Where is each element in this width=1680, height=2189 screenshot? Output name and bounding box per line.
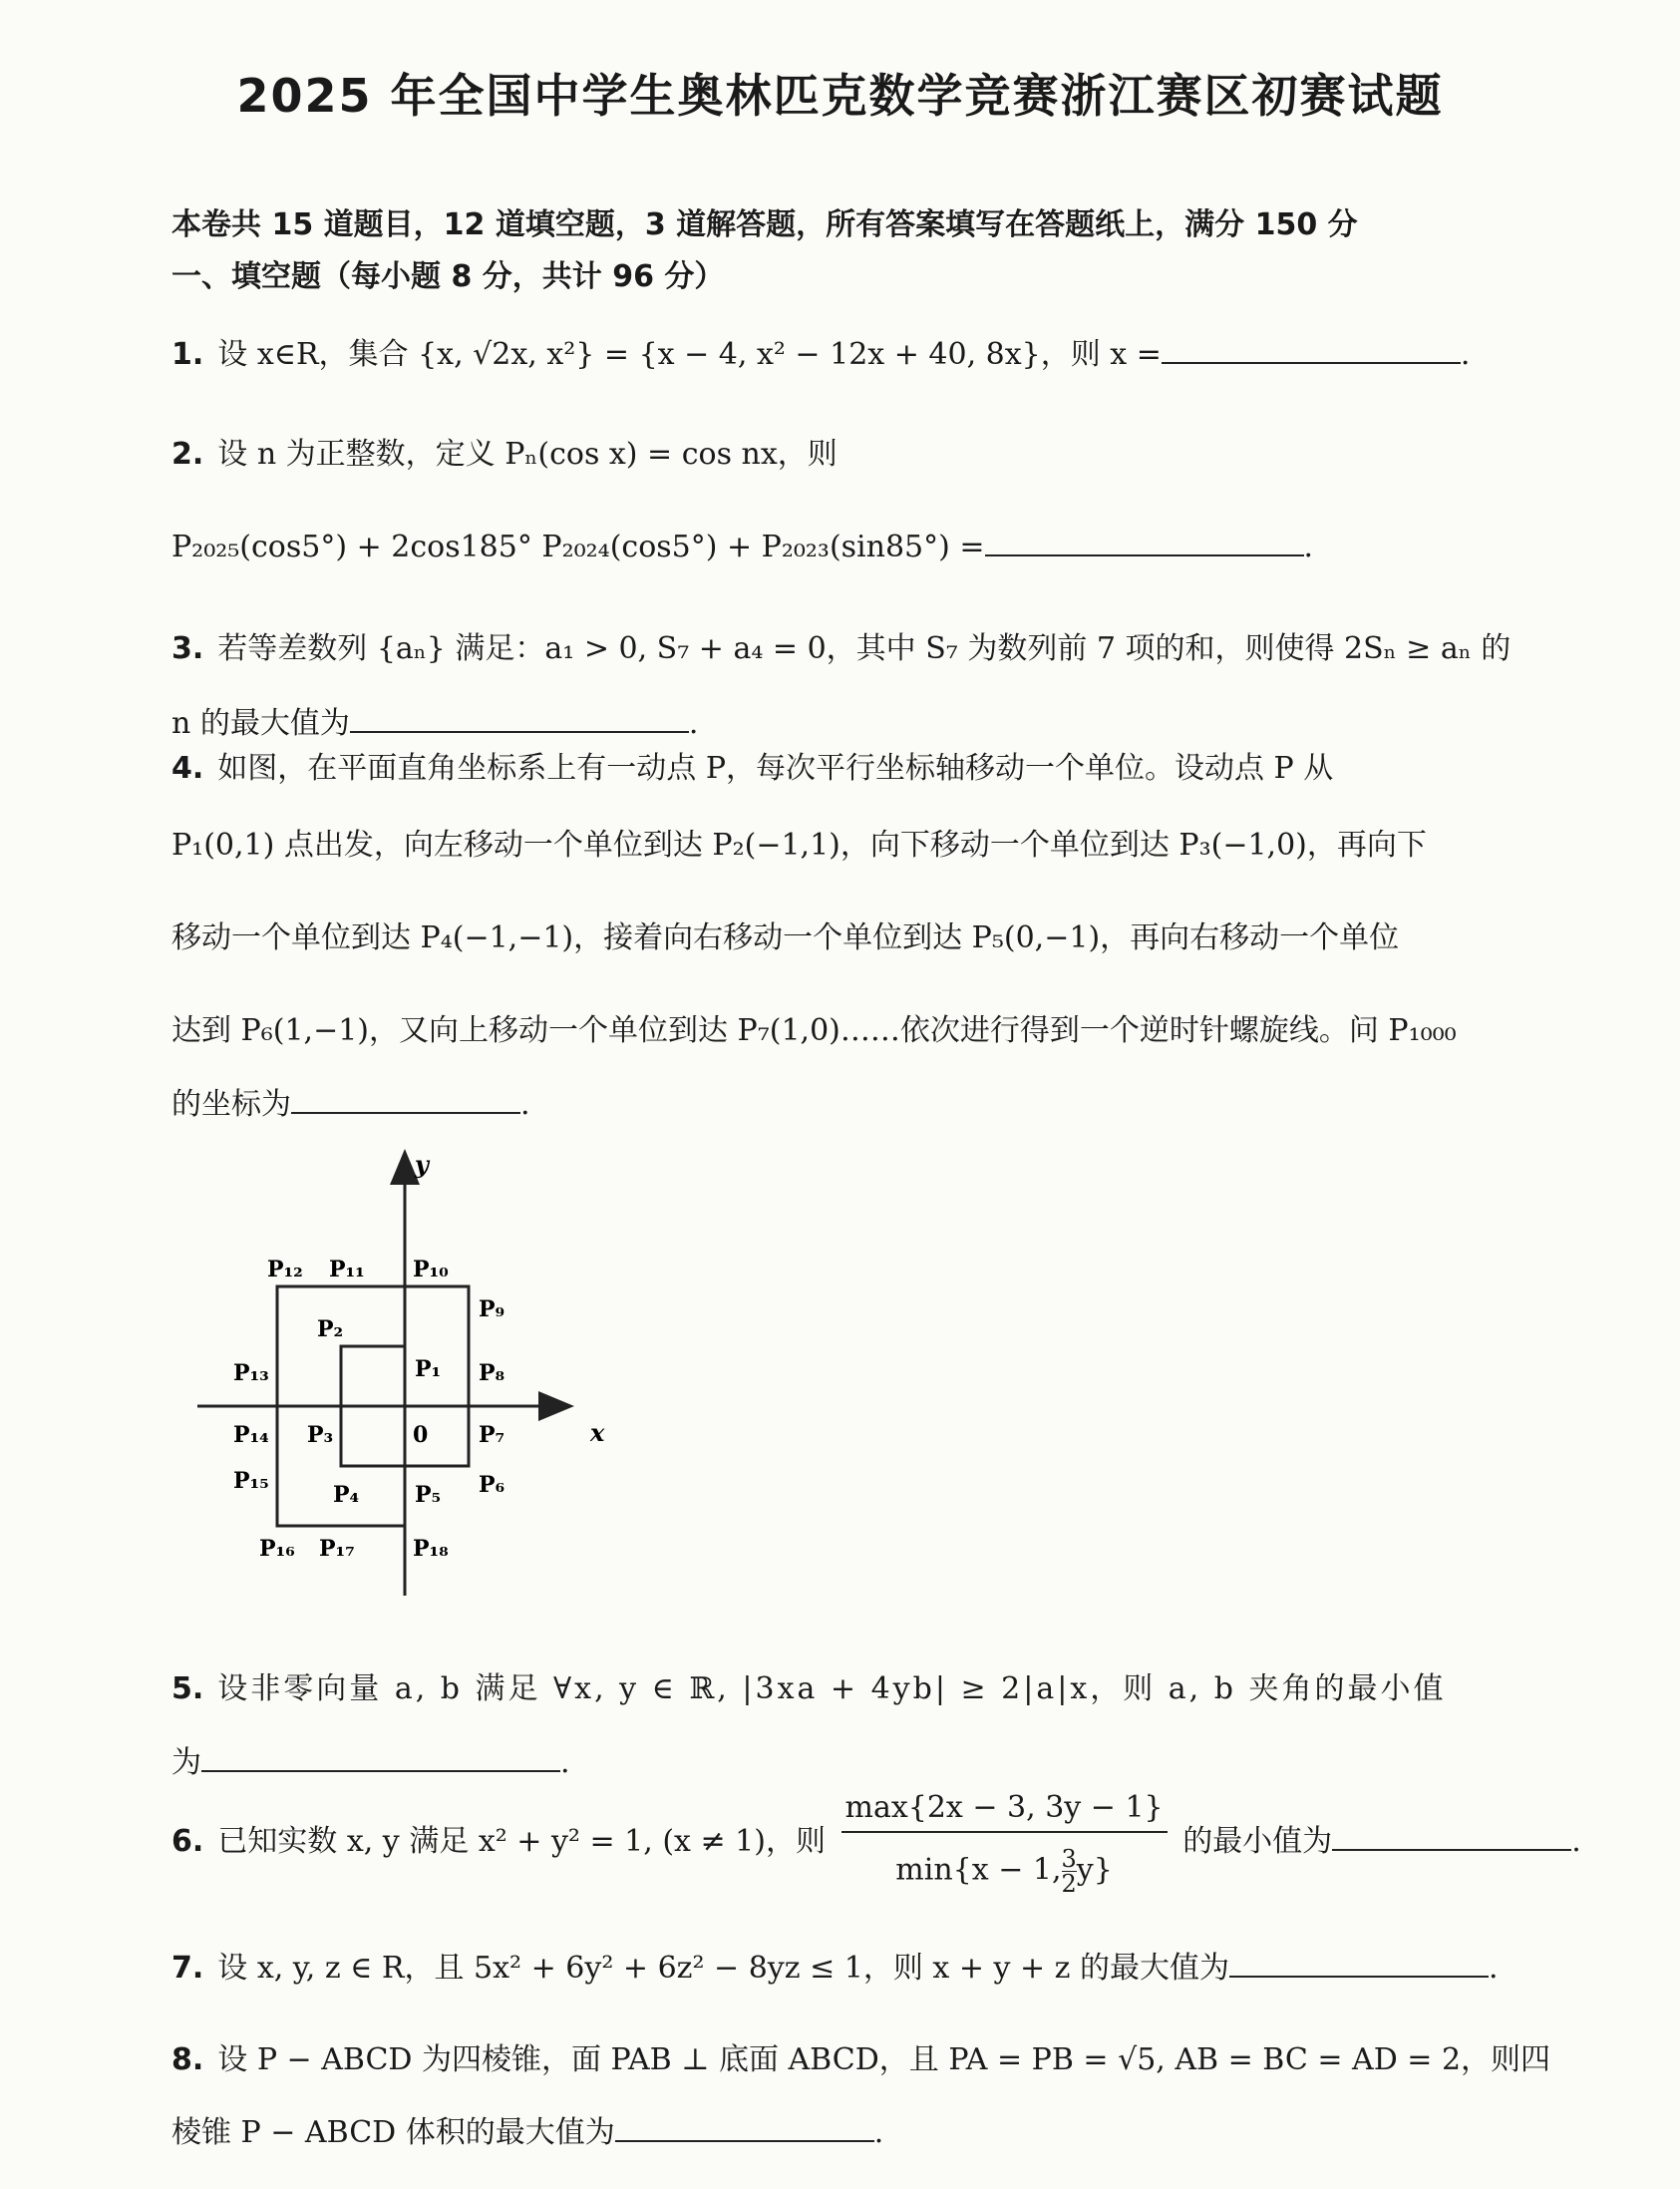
question-5-line2 (171, 1737, 570, 1781)
answer-blank[interactable] (1332, 1823, 1571, 1851)
period: . (1571, 1824, 1581, 1859)
question-2-formula (171, 529, 1313, 564)
question-4-line4: 达到 P₆(1,−1)，又向上移动一个单位到达 P₇(1,0)……依次进行得到一个逆时针螺旋线。问 P₁₀₀₀ (171, 1013, 1457, 1048)
three-halves (1062, 1847, 1077, 1896)
section-heading: 一、填空题（每小题 8 分，共计 96 分） (171, 259, 725, 294)
x-axis-label: x (590, 1418, 605, 1447)
question-text: 为 (171, 1745, 201, 1780)
answer-blank[interactable] (1229, 1950, 1489, 1978)
question-text: 设 P − ABCD 为四棱锥，面 PAB ⊥ 底面 ABCD，且 PA = PB = √5, AB = BC = AD = 2，则四 (217, 2042, 1551, 2077)
point-label-p17: P₁₇ (319, 1536, 355, 1562)
question-text-after: 的最小值为 (1182, 1824, 1333, 1859)
question-2 (171, 429, 838, 473)
period: . (520, 1087, 530, 1122)
question-6 (171, 1790, 1581, 1896)
answer-blank[interactable] (615, 2114, 874, 2142)
question-4 (171, 743, 1333, 787)
question-text: 设 x, y, z ∈ R，且 5x² + 6y² + 6z² − 8yz ≤ 1，则 x + y + z 的最大值为 (217, 1951, 1229, 1986)
question-text: 设 x∈R，集合 {x, √2x, x²} = {x − 4, x² − 12x + 40, 8x}，则 x = (217, 337, 1162, 372)
point-label-p2: P₂ (317, 1316, 344, 1342)
point-label-p13: P₁₃ (233, 1360, 269, 1386)
answer-blank[interactable] (291, 1086, 520, 1114)
frac-numerator: 3 (1061, 1845, 1077, 1873)
point-label-p3: P₃ (307, 1422, 334, 1448)
question-number: 8. (171, 2042, 204, 2077)
spiral-figure (189, 1137, 628, 1616)
point-label-p1: P₁ (415, 1356, 442, 1382)
question-8-line2 (171, 2107, 883, 2151)
question-8 (171, 2034, 1550, 2078)
frac-denominator: 2 (1061, 1870, 1077, 1898)
answer-blank[interactable] (985, 529, 1304, 556)
period: . (1460, 337, 1471, 372)
question-number: 3. (171, 631, 204, 666)
answer-blank[interactable] (1162, 336, 1461, 364)
question-1 (171, 329, 1470, 373)
question-text: 设非零向量 a, b 满足 ∀x, y ∈ ℝ, |3xa + 4yb| ≥ 2|a|x，则 a, b 夹角的最小值 (217, 1671, 1447, 1706)
point-label-p6: P₆ (479, 1472, 505, 1498)
question-text: 的坐标为 (171, 1087, 291, 1122)
fraction-expression (841, 1790, 1168, 1896)
point-label-p4: P₄ (333, 1482, 360, 1508)
page-title: 2025 年全国中学生奥林匹克数学竞赛浙江赛区初赛试题 (236, 69, 1444, 123)
period: . (688, 706, 699, 741)
question-number: 5. (171, 1671, 204, 1706)
point-label-p12: P₁₂ (267, 1257, 303, 1282)
answer-blank[interactable] (201, 1744, 560, 1772)
exam-intro: 本卷共 15 道题目，12 道填空题，3 道解答题，所有答案填写在答题纸上，满分 150 分 (171, 207, 1358, 242)
question-text: 棱锥 P − ABCD 体积的最大值为 (171, 2115, 615, 2150)
question-text: n 的最大值为 (171, 706, 350, 741)
question-number: 7. (171, 1951, 204, 1986)
point-label-p14: P₁₄ (233, 1422, 269, 1448)
period: . (873, 2115, 884, 2150)
answer-blank[interactable] (350, 705, 689, 733)
question-text: 已知实数 x, y 满足 x² + y² = 1, (x ≠ 1)，则 (217, 1824, 826, 1859)
point-label-p15: P₁₅ (233, 1468, 269, 1494)
fraction-numerator: max{2x − 3, 3y − 1} (841, 1790, 1168, 1833)
period: . (560, 1745, 570, 1780)
question-text: 如图，在平面直角坐标系上有一动点 P，每次平行坐标轴移动一个单位。设动点 P 从 (217, 751, 1334, 786)
point-label-p7: P₇ (479, 1422, 505, 1448)
question-4-line5 (171, 1079, 530, 1123)
question-3-line2 (171, 698, 698, 742)
y-axis-label: y (415, 1150, 429, 1179)
point-label-p9: P₉ (479, 1296, 505, 1322)
question-5 (171, 1663, 1446, 1707)
period: . (1303, 530, 1314, 564)
question-4-line2: P₁(0,1) 点出发，向左移动一个单位到达 P₂(−1,1)，向下移动一个单位到达 P₃(−1,0)，再向下 (171, 828, 1427, 863)
question-text: 设 n 为正整数，定义 Pₙ(cos x) = cos nx，则 (217, 437, 838, 472)
point-label-p5: P₅ (415, 1482, 442, 1508)
question-number: 4. (171, 751, 204, 786)
period: . (1489, 1951, 1499, 1986)
question-3 (171, 623, 1511, 667)
point-label-p11: P₁₁ (329, 1257, 365, 1282)
question-number: 2. (171, 437, 204, 472)
point-label-p8: P₈ (479, 1360, 505, 1386)
question-7 (171, 1943, 1499, 1987)
question-number: 6. (171, 1824, 204, 1859)
question-text: 若等差数列 {aₙ} 满足：a₁ > 0, S₇ + a₄ = 0，其中 S₇ 为数列前 7 项的和，则使得 2Sₙ ≥ aₙ 的 (217, 631, 1512, 666)
denominator-text-end: y} (1076, 1852, 1113, 1888)
question-number: 1. (171, 337, 204, 372)
point-label-p10: P₁₀ (413, 1257, 449, 1282)
point-label-p18: P₁₈ (413, 1536, 449, 1562)
fraction-denominator (841, 1833, 1168, 1896)
question-4-line3: 移动一个单位到达 P₄(−1,−1)，接着向右移动一个单位到达 P₅(0,−1)，再向右移动一个单位 (171, 920, 1400, 955)
formula: P₂₀₂₅(cos5°) + 2cos185° P₂₀₂₄(cos5°) + P₂₀₂₃(sin85°) = (171, 530, 985, 564)
point-label-p16: P₁₆ (259, 1536, 295, 1562)
origin-label: 0 (413, 1422, 429, 1448)
denominator-text: min{x − 1, (895, 1852, 1062, 1888)
